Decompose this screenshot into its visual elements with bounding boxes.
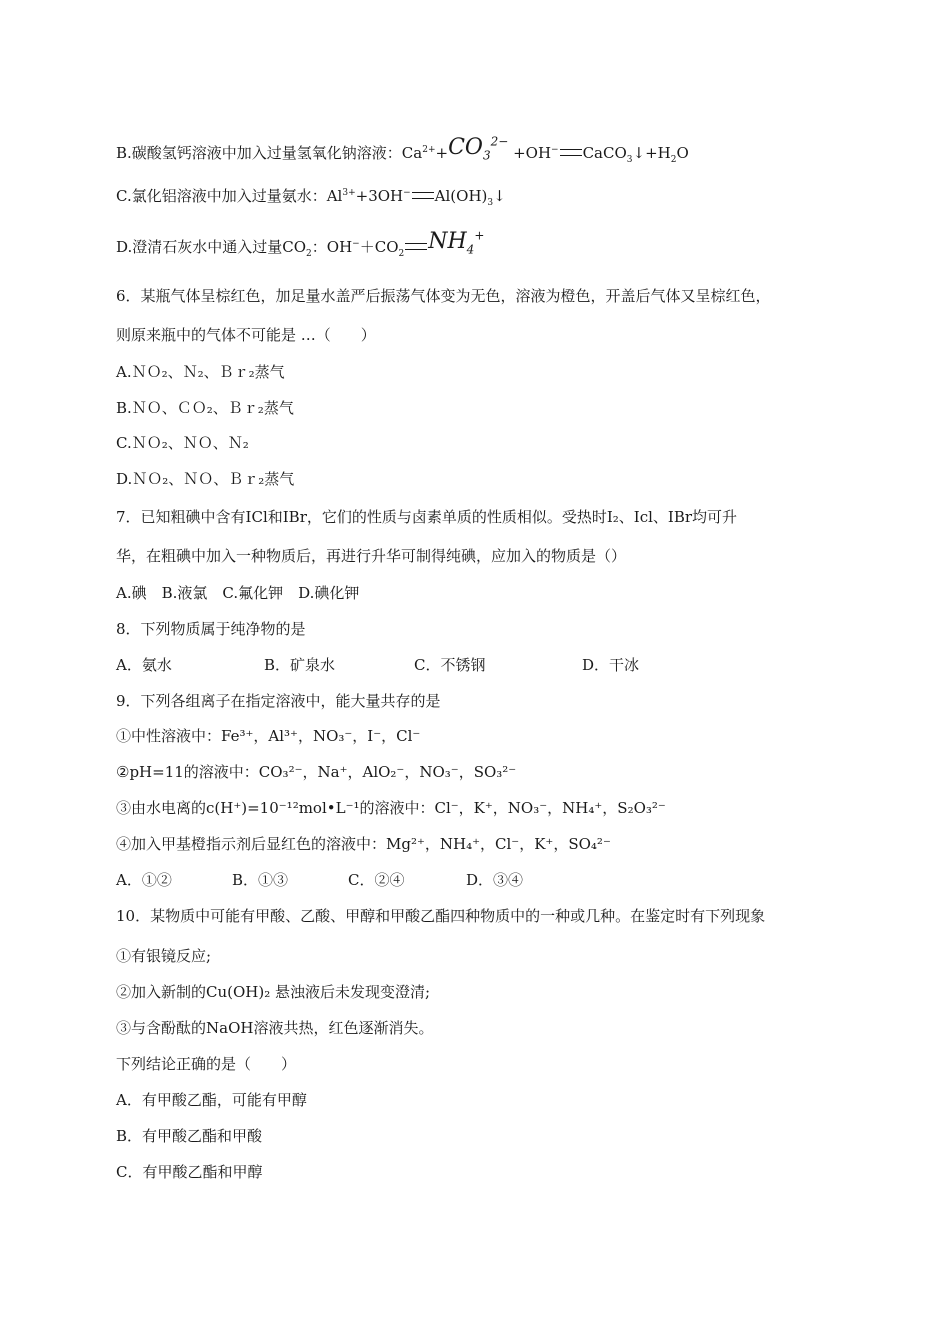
q10-stem: 10．某物质中可能有甲酸、乙酸、甲醇和甲酸乙酯四种物质中的一种或几种。在鉴定时有下列现象 <box>116 907 766 925</box>
q7-stem-line2: 华，在粗碘中加入一种物质后，再进行升华可制得纯碘，应加入的物质是（） <box>116 547 627 565</box>
q6-option-c: C.ＮＯ₂、ＮＯ、Ｎ₂ <box>116 434 249 452</box>
q9-option-b: B．①③ <box>232 871 289 889</box>
q7-options: A.碘 B.液氯 C.氟化钾 D.碘化钾 <box>116 584 360 602</box>
q8-option-b: B．矿泉水 <box>264 656 336 674</box>
q9-item-3: ③由水电离的c(H⁺)=10⁻¹²mol•L⁻¹的溶液中：Cl⁻，K⁺，NO₃⁻，NH₄⁺，S₂O₃²⁻ <box>116 799 666 817</box>
ammonium-ion-image: $NH_4^+$ <box>428 228 485 257</box>
q6-option-b: B.ＮＯ、ＣＯ₂、Ｂｒ₂蒸气 <box>116 399 294 417</box>
q9-option-a: A．①② <box>116 871 172 889</box>
carbonate-ion-image: $CO_3^{2-}$ <box>448 134 509 163</box>
q8-option-a: A．氨水 <box>116 656 172 674</box>
q10-item-2: ②加入新制的Cu(OH)₂ 悬浊液后未发现变澄清; <box>116 983 431 1001</box>
q9-option-c: C．②④ <box>348 871 405 889</box>
q9-stem: 9．下列各组离子在指定溶液中，能大量共存的是 <box>116 692 441 710</box>
q10-item-1: ①有银镜反应; <box>116 947 212 965</box>
q10-item-3: ③与含酚酞的NaOH溶液共热，红色逐渐消失。 <box>116 1019 434 1037</box>
q6-stem-line1: 6．某瓶气体呈棕红色，加足量水盖严后振荡气体变为无色，溶液为橙色，开盖后气体又呈棕红色， <box>116 287 771 305</box>
option-c-equation: C.氯化铝溶液中加入过量氨水：$Al^{3+}+3OH^-$ $Al(OH)_3↓$ <box>116 187 506 208</box>
q9-item-2: ②pH=11的溶液中：CO₃²⁻，Na⁺，AlO₂⁻，NO₃⁻，SO₃²⁻ <box>116 763 517 781</box>
q6-stem-line2: 则原来瓶中的气体不可能是 …（ ） <box>116 326 376 344</box>
q10-option-b: B．有甲酸乙酯和甲酸 <box>116 1127 263 1145</box>
q10-prompt: 下列结论正确的是（ ） <box>116 1055 297 1073</box>
q10-option-c: C．有甲酸乙酯和甲醇 <box>116 1163 263 1181</box>
q7-stem-line1: 7．已知粗碘中含有ICl和IBr，它们的性质与卤素单质的性质相似。受热时I₂、Icl、IBr均可升 <box>116 508 738 526</box>
q10-option-a: A．有甲酸乙酯，可能有甲醇 <box>116 1091 307 1109</box>
option-d-equation: D.澄清石灰水中通入过量$CO_2$：$OH^-+CO_2$ $NH_4^+$ <box>116 228 485 259</box>
q8-option-c: C．不锈钢 <box>414 656 486 674</box>
q9-item-1: ①中性溶液中：Fe³⁺，Al³⁺，NO₃⁻，I⁻，Cl⁻ <box>116 727 421 745</box>
option-b-equation: B.碳酸氢钙溶液中加入过量氢氧化钠溶液：$Ca^{2+}+CO_3^{2-} +OH^-$ $CaCO_3↓+H_2O$ <box>116 134 689 165</box>
q9-option-d: D．③④ <box>466 871 524 889</box>
q8-stem: 8．下列物质属于纯净物的是 <box>116 620 306 638</box>
q6-option-a: A.ＮＯ₂、Ｎ₂、Ｂｒ₂蒸气 <box>116 363 285 381</box>
equals-sign <box>412 192 434 199</box>
equals-sign <box>405 243 427 250</box>
equals-sign <box>560 149 582 156</box>
q8-option-d: D．干冰 <box>582 656 640 674</box>
q6-option-d: D.ＮＯ₂、ＮＯ、Ｂｒ₂蒸气 <box>116 470 295 488</box>
q9-item-4: ④加入甲基橙指示剂后显红色的溶液中：Mg²⁺，NH₄⁺，Cl⁻，K⁺，SO₄²⁻ <box>116 835 611 853</box>
